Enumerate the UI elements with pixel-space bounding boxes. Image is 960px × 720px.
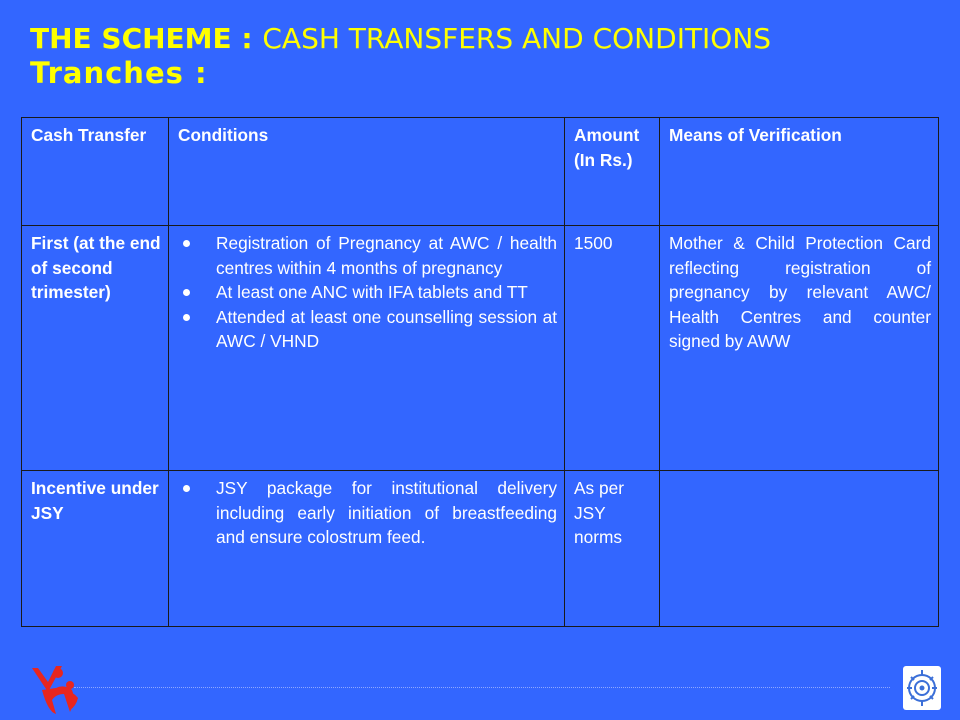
cell-cash-transfer: Incentive under JSY	[22, 471, 169, 627]
slide-subtitle: Tranches :	[30, 56, 208, 91]
cell-amount: As per JSY norms	[565, 471, 660, 627]
header-amount: Amount (In Rs.)	[565, 118, 660, 226]
slide-title	[30, 22, 771, 92]
title-part-scheme: THE SCHEME :	[30, 22, 263, 55]
title-line	[30, 22, 771, 56]
condition-text: Registration of Pregnancy at AWC / health centres within 4 months of pregnancy	[216, 233, 557, 278]
footer-divider	[74, 687, 890, 688]
table-header-row	[22, 118, 939, 226]
cell-amount: 1500	[565, 226, 660, 471]
list-item	[178, 476, 557, 550]
table-row	[22, 226, 939, 471]
title-part-topic: CASH TRANSFERS AND CONDITIONS	[262, 22, 772, 55]
cell-conditions	[169, 226, 565, 471]
condition-text: Attended at least one counselling session at AWC / VHND	[216, 306, 557, 351]
list-item	[178, 280, 557, 305]
condition-text: JSY package for institutional delivery including early initiation of breastfeeding and ensure colostrum feed.	[216, 478, 557, 547]
cell-cash-transfer: First (at the end of second trimester)	[22, 226, 169, 471]
mother-child-logo-icon	[26, 660, 84, 716]
conditions-list	[178, 476, 557, 550]
list-item	[178, 305, 557, 354]
conditions-list	[178, 231, 557, 354]
emblem-logo-icon	[903, 666, 941, 710]
bullet-dot-icon	[183, 314, 190, 321]
bullet-dot-icon	[183, 289, 190, 296]
condition-text: At least one ANC with IFA tablets and TT	[216, 282, 528, 302]
cell-conditions	[169, 471, 565, 627]
list-item	[178, 231, 557, 280]
cell-verification: Mother & Child Protection Card reflecting registration of pregnancy by relevant AWC/ Health Centres and counter signed by AWW	[660, 226, 939, 471]
header-conditions: Conditions	[169, 118, 565, 226]
cell-verification	[660, 471, 939, 627]
emblem-logo	[903, 666, 941, 710]
tranches-table	[21, 117, 939, 627]
bullet-dot-icon	[183, 485, 190, 492]
header-verification: Means of Verification	[660, 118, 939, 226]
bullet-dot-icon	[183, 240, 190, 247]
header-cash-transfer: Cash Transfer	[22, 118, 169, 226]
table-row	[22, 471, 939, 627]
